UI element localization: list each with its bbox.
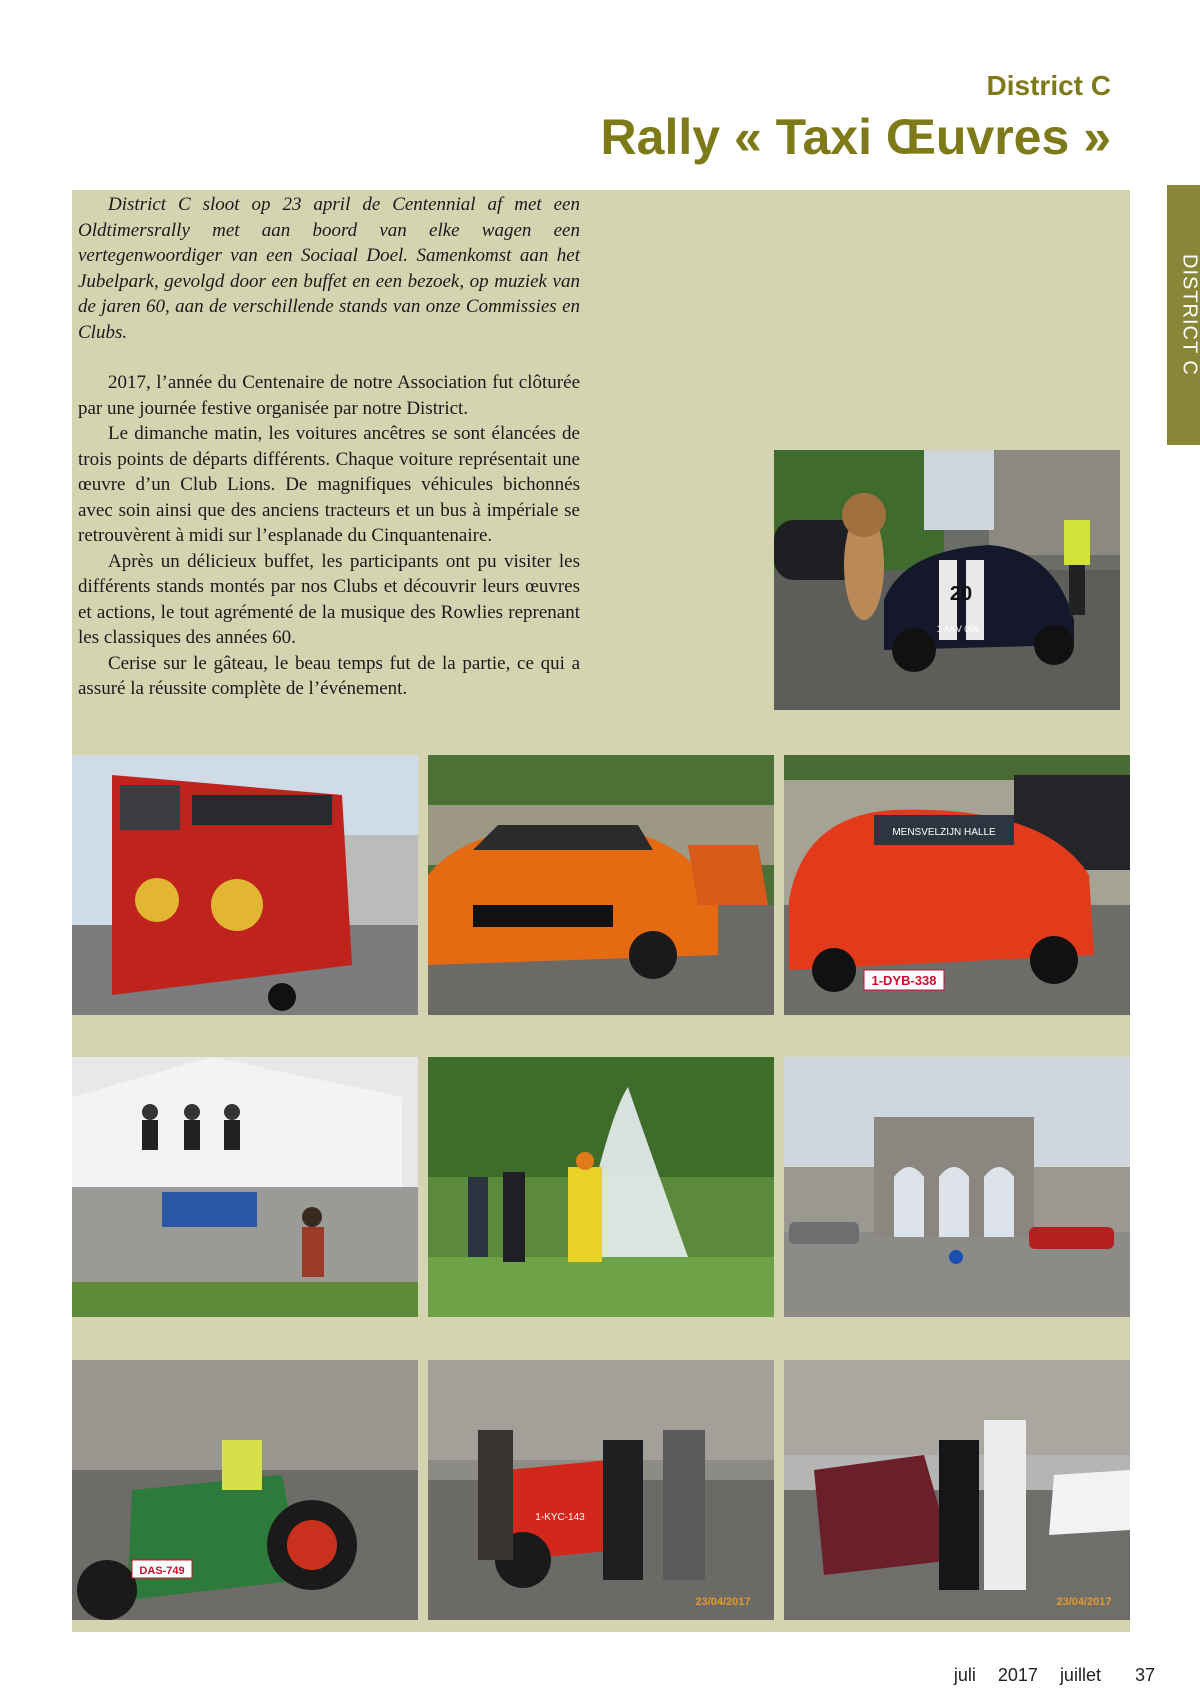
page-footer <box>954 1665 1155 1686</box>
photo-cinquantenaire-arcade <box>784 1057 1130 1317</box>
photo-band-stage <box>72 1057 418 1317</box>
green-tractor-plate-text: DAS-749 <box>139 1565 185 1577</box>
article-paragraph: 2017, l’année du Centenaire de notre Association fut clôturée par une journée festive organisée par notre District. <box>78 372 580 419</box>
page-number: 37 <box>1134 1665 1155 1685</box>
photo-green-tractor <box>72 1360 418 1620</box>
corvette-banner-text: MENSVELZIJN HALLE <box>892 827 996 838</box>
red-tractor-plate-text: 1-KYC-143 <box>535 1512 585 1523</box>
section-label: District C <box>986 70 1111 101</box>
article-paragraph: Après un délicieux buffet, les participants ont pu visiter les différents stands montés par nos Clubs et découvrir leurs œuvres et actions, le tout agrémenté de la musique des Rowlies reprenant les classiques des années 60. <box>78 550 580 648</box>
photo-orange-camaro <box>428 755 774 1015</box>
article-body <box>78 192 580 702</box>
mercedes-date-stamp: 23/04/2017 <box>1056 1596 1112 1608</box>
photo-red-tractor-group <box>428 1360 774 1620</box>
corvette-plate-text: 1-DYB-338 <box>871 973 937 988</box>
photo-fountain-clown <box>428 1057 774 1317</box>
cobra-plate-text: 1 AKV 086 <box>936 624 980 634</box>
photo-mercedes-couple <box>784 1360 1130 1620</box>
footer-year: 2017 <box>997 1665 1038 1685</box>
side-tab-label: DISTRICT C <box>1178 254 1200 376</box>
side-tab <box>1167 185 1200 445</box>
intro-paragraph: District C sloot op 23 april de Centennial af met een Oldtimersrally met aan boord van elke wagen een vertegenwoordiger van een Sociaal Doel. Samenkomst aan het Jubelpark, gevolgd door een buffet en een bezoek, op muziek van de jaren 60, aan de verschillende stands van onze Commissies en Clubs. <box>78 194 580 343</box>
footer-month-fr: juillet <box>1059 1665 1101 1685</box>
article-paragraph: Le dimanche matin, les voitures ancêtres se sont élancées de trois points de départs différents. Chaque voiture représentait une œuvre d’un Club Lions. De magnifiques véhicules bichonnés avec soin ainsi que des anciens tracteurs et un bus à impériale se retrouvèrent à midi sur l’esplanade du Cinquantenaire. <box>78 423 580 546</box>
cobra-race-number: 20 <box>949 583 973 605</box>
article-paragraph: Cerise sur le gâteau, le beau temps fut de la partie, ce qui a assuré la réussite complète de l’événement. <box>78 652 580 699</box>
page-title: Rally « Taxi Œuvres » <box>600 109 1111 165</box>
photo-red-corvette <box>784 755 1130 1015</box>
red-tractor-date-stamp: 23/04/2017 <box>695 1596 751 1608</box>
photo-double-decker-bus <box>72 755 418 1015</box>
footer-month-nl: juli <box>953 1665 976 1685</box>
photo-cobra-lion-mascot <box>774 450 1120 710</box>
